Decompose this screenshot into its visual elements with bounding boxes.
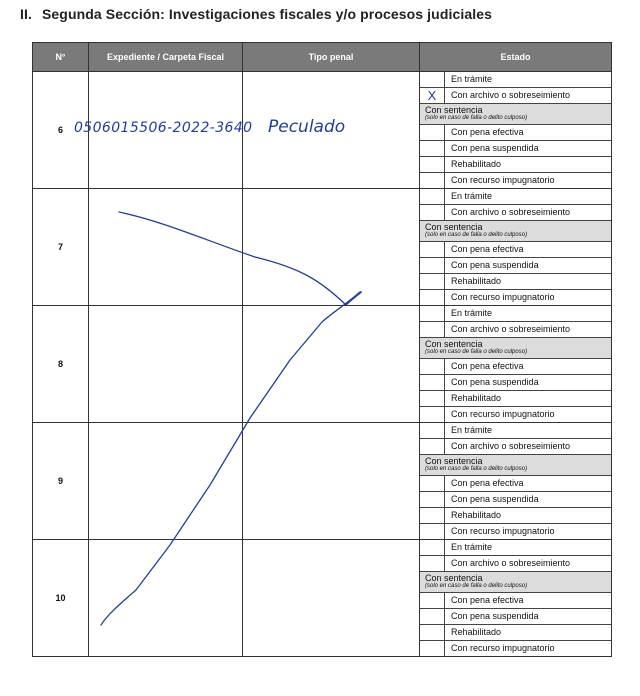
row-number: 7: [33, 189, 89, 306]
sentencia-label: Con sentencia: [425, 222, 483, 232]
row-number: 10: [33, 540, 89, 657]
estado-option-label: En trámite: [445, 72, 612, 88]
estado-option-label: Rehabilitado: [445, 508, 612, 524]
sentencia-note: (solo en caso de falla o delito culposo): [425, 349, 528, 355]
estado-option-label: En trámite: [445, 423, 612, 439]
estado-option-label: Con pena efectiva: [445, 359, 612, 375]
estado-option-label: Con archivo o sobreseimiento: [445, 88, 612, 104]
header-tipo-penal: Tipo penal: [243, 43, 420, 72]
header-expediente: Expediente / Carpeta Fiscal: [89, 43, 243, 72]
header-estado: Estado: [420, 43, 612, 72]
estado-option-label: Con archivo o sobreseimiento: [445, 439, 612, 455]
header-num: N°: [33, 43, 89, 72]
estado-option-label: Con pena efectiva: [445, 242, 612, 258]
sentencia-note: (solo en caso de falla o delito culposo): [425, 232, 528, 238]
sentencia-label: Con sentencia: [425, 339, 483, 349]
estado-option-label: Rehabilitado: [445, 157, 612, 173]
estado-option-label: Con pena suspendida: [445, 375, 612, 391]
handwritten-expediente-6: 0506015506-2022-3640: [74, 120, 253, 136]
estado-option-label: Con recurso impugnatorio: [451, 643, 555, 653]
sentencia-note: (solo en caso de falla o delito culposo): [425, 466, 528, 472]
estado-option-label: Rehabilitado: [445, 391, 612, 407]
handwritten-tipo-penal-6: Peculado: [268, 117, 346, 137]
estado-option-label: Con recurso impugnatorio: [451, 409, 555, 419]
sentencia-note: (solo en caso de falla o delito culposo): [425, 115, 528, 121]
estado-option-label: Con archivo o sobreseimiento: [445, 205, 612, 221]
estado-option-label: Con pena suspendida: [445, 492, 612, 508]
estado-option-label: Rehabilitado: [445, 625, 612, 641]
estado-checkbox[interactable]: X: [420, 88, 445, 104]
row-number: 8: [33, 306, 89, 423]
estado-option-label: Con archivo o sobreseimiento: [445, 322, 612, 338]
sentencia-note: (solo en caso de falla o delito culposo): [425, 583, 528, 589]
estado-option-label: En trámite: [445, 306, 612, 322]
sentencia-label: Con sentencia: [425, 105, 483, 115]
row-number: 6: [33, 72, 89, 189]
estado-option-label: Con pena suspendida: [445, 141, 612, 157]
sentencia-label: Con sentencia: [425, 456, 483, 466]
row-number: 9: [33, 423, 89, 540]
estado-option-label: En trámite: [445, 189, 612, 205]
estado-option-label: Con pena suspendida: [445, 258, 612, 274]
section-number: II.: [20, 6, 32, 22]
sentencia-label: Con sentencia: [425, 573, 483, 583]
estado-option-label: Con recurso impugnatorio: [451, 292, 555, 302]
section-title: Segunda Sección: Investigaciones fiscales y/o procesos judiciales: [41, 6, 492, 22]
estado-option-label: Con archivo o sobreseimiento: [445, 556, 612, 572]
estado-option-label: Con pena efectiva: [445, 593, 612, 609]
estado-option-label: En trámite: [445, 540, 612, 556]
estado-option-label: Con pena efectiva: [445, 476, 612, 492]
estado-option-label: Con recurso impugnatorio: [451, 526, 555, 536]
estado-option-label: Con pena efectiva: [445, 125, 612, 141]
estado-option-label: Rehabilitado: [445, 274, 612, 290]
estado-option-label: Con recurso impugnatorio: [451, 175, 555, 185]
estado-option-label: Con pena suspendida: [445, 609, 612, 625]
